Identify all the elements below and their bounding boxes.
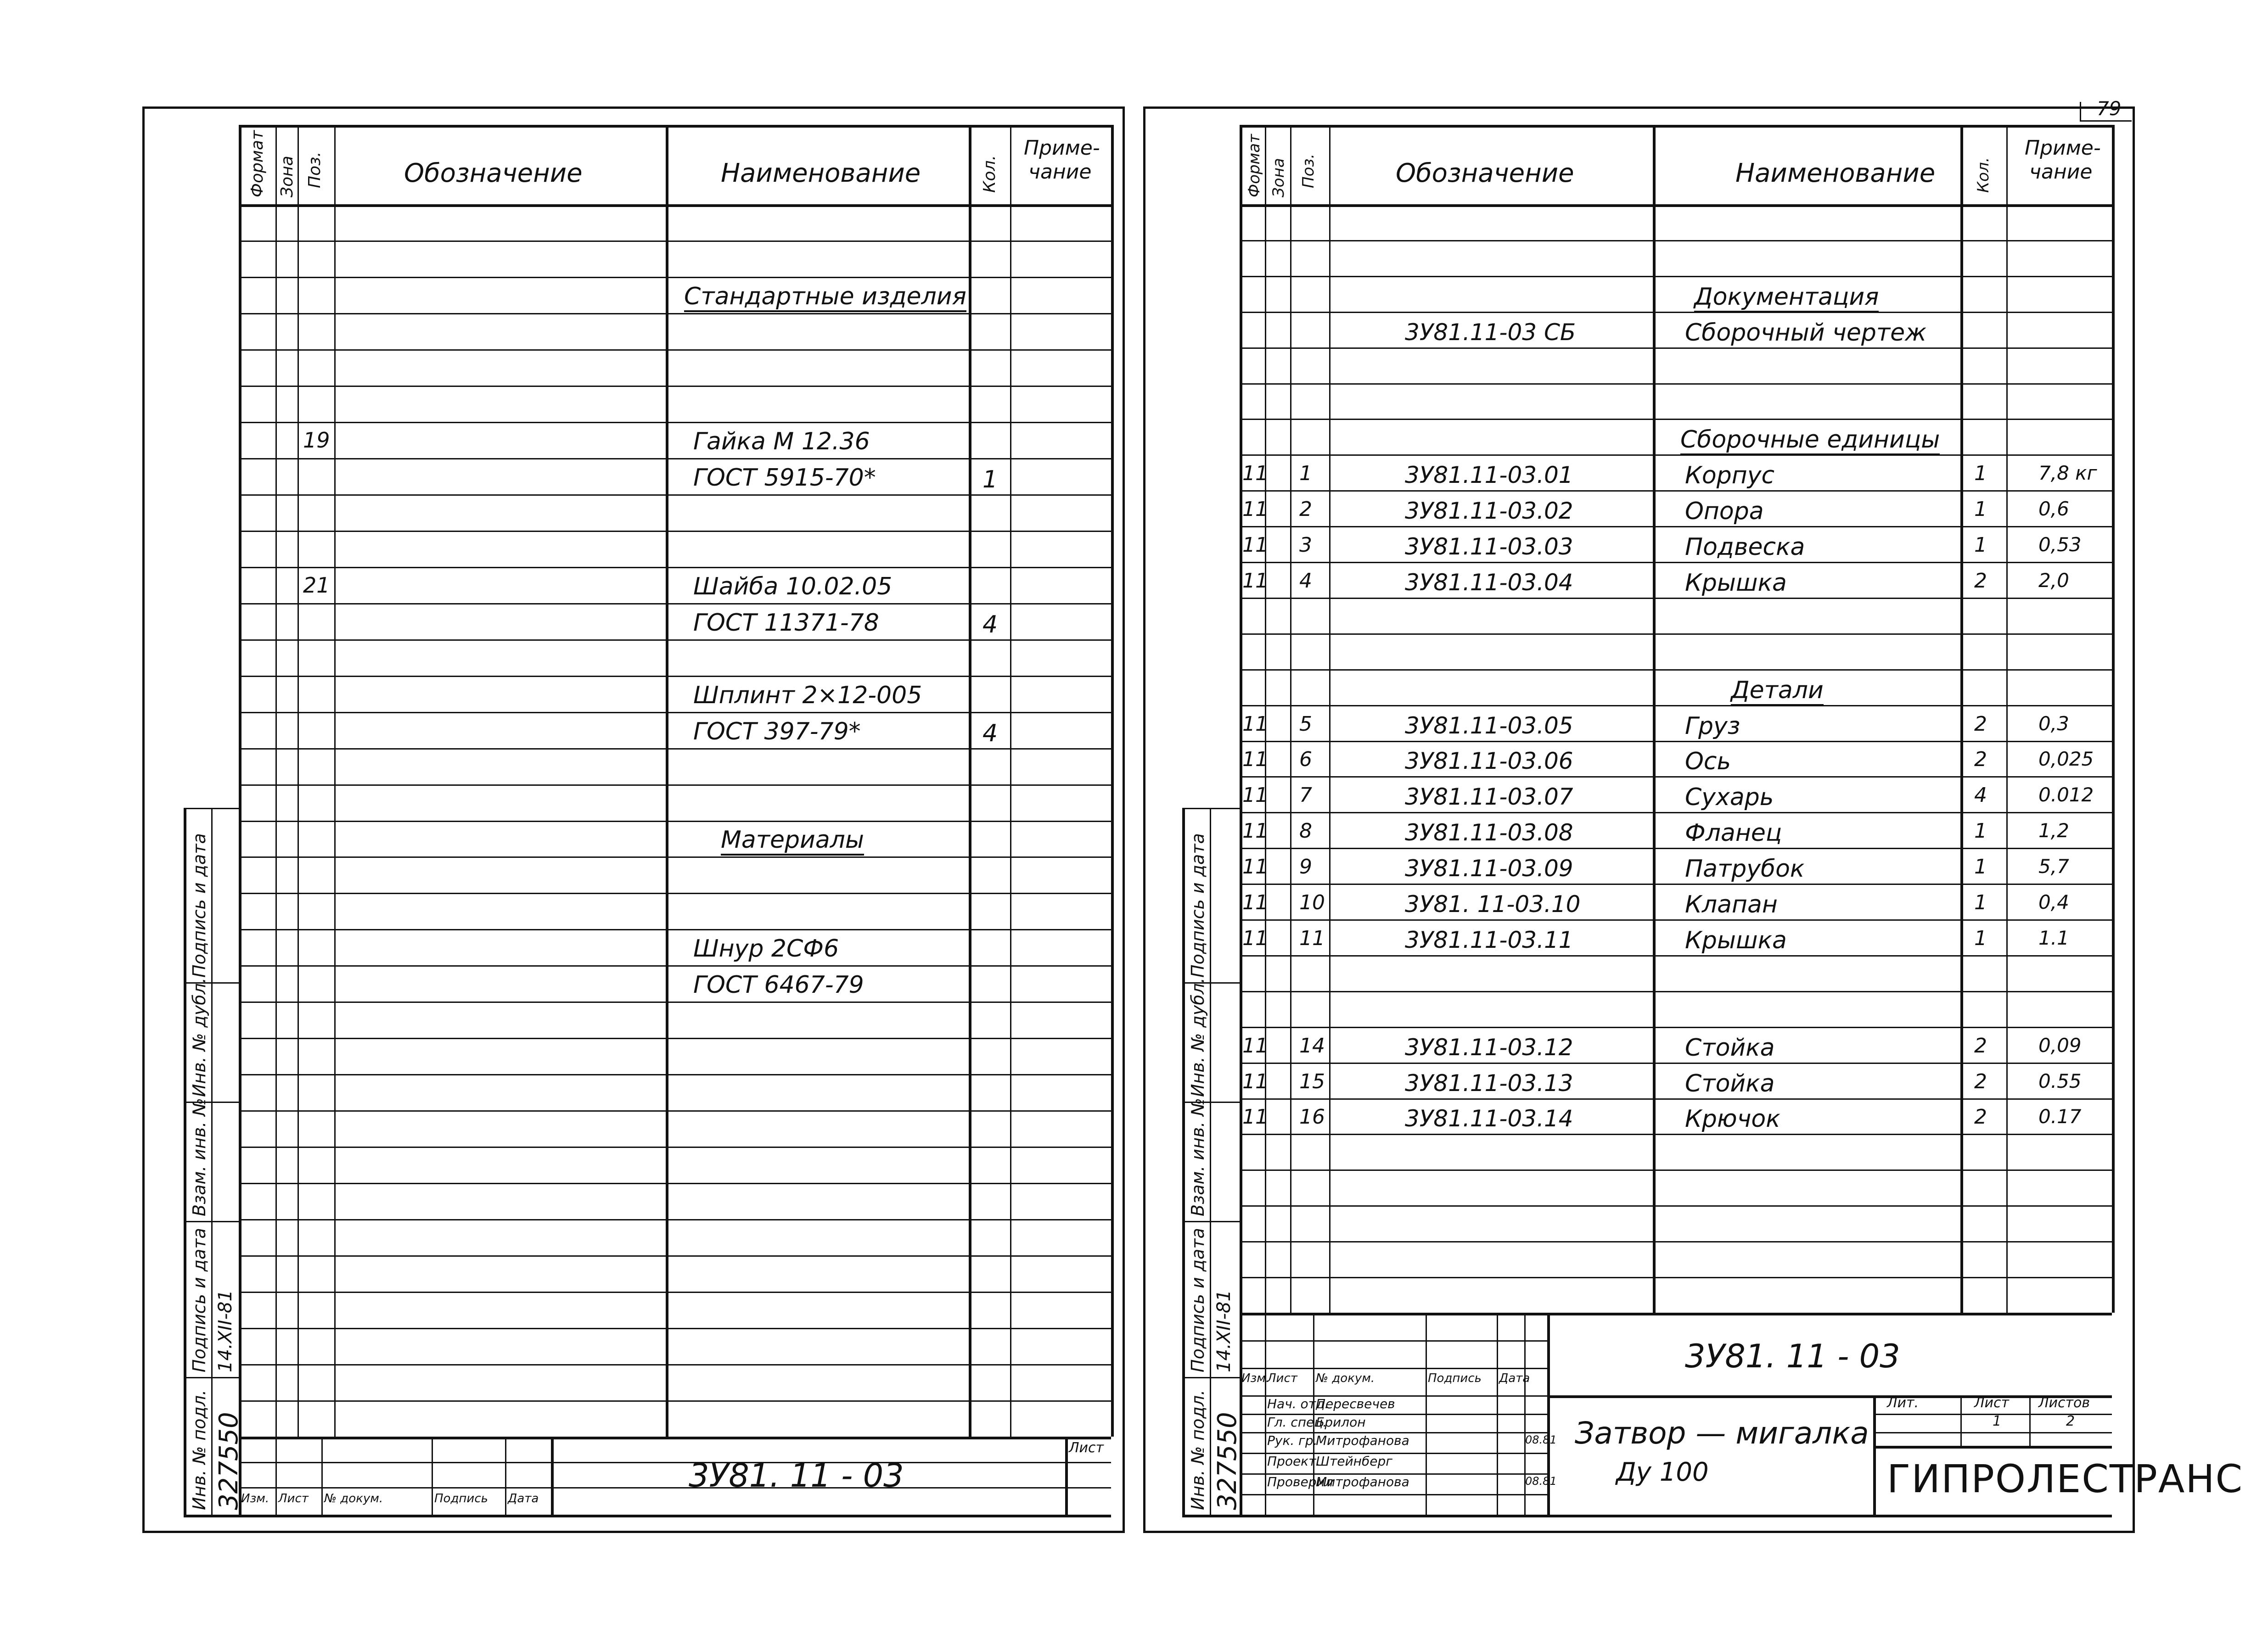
right-row-line [1240,884,2112,885]
right-stamp-person: Штейнберг [1316,1454,1392,1469]
right-row-line [1240,490,2112,492]
right-stamp-row [1240,1368,1547,1369]
left-qty: 4 [982,720,998,747]
left-hdr-zone: Зона [278,156,297,197]
right-designation: 3У81.11-03.14 [1405,1105,1573,1132]
right-note: 1,2 [2038,819,2069,842]
left-row-line [239,531,1111,532]
right-row-line [1240,1241,2112,1242]
left-strip-line [211,808,213,1515]
right-format: 11 [1242,498,1268,521]
right-qty: 1 [1974,927,1987,950]
right-stamp-role: Проверил [1267,1474,1333,1489]
left-strip-vzam: Взам. инв. № [189,1097,209,1216]
left-stamp-line [239,1462,1111,1463]
right-note: 1.1 [2038,927,2069,949]
left-stamp-col-label: Изм. [241,1492,269,1505]
right-stamp-list: Лист [1974,1395,2010,1411]
left-strip-sign-date: Подпись и дата [189,1228,209,1372]
right-strip-sep [1182,1377,1240,1378]
left-table-bottom [239,1437,1111,1439]
right-row-line [1240,955,2112,957]
right-stamp-col [1497,1313,1498,1515]
right-stamp-row [1240,1494,1547,1495]
right-stamp-role: Рук. гр. [1267,1433,1318,1448]
right-qty: 4 [1974,783,1987,807]
right-row-line [1240,347,2112,349]
right-qty: 1 [1974,819,1987,843]
left-row-line [239,1400,1111,1402]
right-row-line [1240,1277,2112,1278]
right-stamp-org: ГИПРОЛЕСТРАНС [1887,1456,2244,1501]
left-name: ГОСТ 6467-79 [693,971,864,999]
left-stamp-col-label: Лист [278,1492,309,1505]
right-format: 11 [1242,748,1268,771]
right-stamp-top [1240,1313,2112,1315]
right-note: 0,4 [2038,891,2069,913]
right-format: 11 [1242,819,1268,843]
right-row-line [1240,669,2112,671]
right-note: 0,025 [2038,748,2094,770]
left-row-line [239,893,1111,894]
right-row-line [1240,1098,2112,1100]
left-stamp-line [1065,1487,1111,1489]
right-qty: 1 [1974,891,1987,914]
left-row-line [239,821,1111,822]
left-row-line [239,676,1111,677]
left-row-line [239,1292,1111,1293]
right-stamp-person: Брилон [1316,1415,1366,1430]
right-note: 0.17 [2038,1105,2082,1128]
left-hdr-format: Формат [248,130,267,197]
right-qty: 2 [1974,1105,1987,1129]
right-name: Стойка [1685,1034,1775,1062]
right-qty: 2 [1974,748,1987,771]
right-format: 11 [1242,927,1268,950]
left-row-line [239,784,1111,786]
right-stamp-role: Нач. отд. [1267,1396,1329,1411]
right-row-line [1240,1170,2112,1171]
right-format: 11 [1242,1034,1268,1058]
left-row-line [239,965,1111,967]
left-row-line [239,639,1111,641]
right-row-line [1240,991,2112,992]
left-row-line [239,1147,1111,1148]
left-name: Шнур 2СФ6 [693,935,839,962]
right-pos: 1 [1299,462,1312,485]
left-strip-sep [184,1377,239,1378]
right-stamp-subtitle: Ду 100 [1616,1457,1709,1487]
right-col-line [2112,125,2115,1313]
right-pos: 16 [1299,1105,1325,1129]
left-row-line [239,386,1111,387]
right-pos: 2 [1299,498,1312,521]
right-hdr-name: Наименование [1735,158,1936,188]
right-pos: 15 [1299,1070,1325,1093]
left-stamp-line [239,1487,1111,1489]
right-stamp-code: 3У81. 11 - 03 [1685,1337,1900,1375]
right-pos: 5 [1299,712,1312,736]
left-row-line [239,1074,1111,1075]
left-row-line [239,277,1111,278]
right-strip-line [1182,808,1185,1515]
right-strip-date: 14.XII-81 [1213,1290,1235,1372]
right-stamp-listov: Листов [2038,1395,2090,1411]
right-format: 11 [1242,569,1268,593]
right-stamp-list-val: 1 [1993,1413,2002,1429]
left-col-line [298,125,299,1437]
left-strip-sign-date2: Подпись и дата [189,833,209,978]
left-stamp-col [1065,1437,1068,1515]
right-designation: 3У81.11-03.09 [1405,855,1573,882]
left-row-line [239,1110,1111,1112]
left-pos: 21 [303,573,330,598]
right-row-line [1240,419,2112,420]
right-stamp-lit: Лит. [1887,1395,1919,1411]
right-hdr-note2: чание [2029,160,2093,184]
right-strip-inv-podl: Инв. № подл. [1188,1389,1208,1510]
left-row-line [239,349,1111,351]
right-note: 5,7 [2038,855,2069,878]
left-pos: 19 [303,428,330,453]
right-note: 0,09 [2038,1034,2082,1057]
right-row-line [1240,741,2112,742]
right-qty: 2 [1974,1070,1987,1093]
left-section-title: Материалы [721,828,864,856]
right-designation: 3У81. 11-03.10 [1405,891,1581,918]
right-pos: 6 [1299,748,1312,771]
right-designation: 3У81.11-03.11 [1405,927,1573,953]
right-designation: 3У81.11-03 СБ [1405,319,1576,346]
right-stamp-col [1426,1313,1427,1515]
left-strip-date: 14.XII-81 [215,1290,236,1372]
right-pos: 11 [1299,927,1325,950]
right-stamp-person: Митрофанова [1316,1433,1409,1448]
left-row-line [239,567,1111,568]
right-designation: 3У81.11-03.01 [1405,462,1573,488]
right-stamp-col-label: Дата [1499,1371,1530,1385]
right-qty: 2 [1974,712,1987,736]
left-stamp-col-label: № докум. [324,1492,383,1505]
left-header-top [239,125,1111,128]
right-note: 7,8 кг [2038,462,2097,484]
right-pos: 14 [1299,1034,1325,1058]
right-hdr-qty: Кол. [1974,157,1993,193]
left-hdr-qty: Кол. [980,155,999,193]
left-row-line [239,929,1111,930]
right-pos: 9 [1299,855,1312,879]
right-row-line [1240,562,2112,563]
left-col-line [666,125,668,1437]
right-pos: 4 [1299,569,1312,593]
right-name: Сухарь [1685,783,1774,811]
left-row-line [239,1038,1111,1039]
right-stamp-col [1265,1313,1266,1515]
right-format: 11 [1242,891,1268,914]
right-row-line [1240,1063,2112,1064]
left-hdr-note2: чание [1028,160,1092,184]
left-row-line [239,748,1111,750]
page-number-box [2080,97,2132,122]
right-strip-inv-number: 327550 [1213,1412,1242,1510]
right-format: 11 [1242,1105,1268,1129]
left-name: ГОСТ 397-79* [693,718,861,745]
right-hdr-format: Формат [1245,134,1263,197]
right-designation: 3У81.11-03.06 [1405,748,1573,774]
left-row-line [239,1255,1111,1257]
right-name: Крышка [1685,927,1787,954]
right-strip-sep [1182,808,1240,809]
right-stamp-row [1240,1340,1547,1342]
right-hdr-note1: Приме- [2025,136,2101,160]
right-stamp-col [1873,1395,1876,1515]
left-col-line [275,125,277,1437]
right-row-line [1240,526,2112,527]
left-strip-sep [184,808,239,809]
right-strip-sign-date2: Подпись и дата [1188,833,1208,978]
left-stamp-bottom [239,1515,1111,1517]
left-row-line [239,1183,1111,1184]
right-qty: 1 [1974,855,1987,879]
right-row-line [1240,812,2112,813]
left-row-line [239,712,1111,713]
right-stamp-line [1547,1395,2112,1398]
left-strip-line [184,808,186,1515]
right-stamp-line [1873,1446,2112,1449]
left-hdr-name: Наименование [721,158,921,188]
left-frame-line [239,125,241,1515]
right-row-line [1240,705,2112,706]
right-row-line [1240,1027,2112,1028]
right-stamp-col-label: Изм. [1241,1371,1270,1385]
left-stamp-col [275,1437,277,1515]
right-stamp-listov-val: 2 [2066,1413,2075,1429]
right-stamp-person: Митрофанова [1316,1474,1409,1489]
left-col-line [969,125,971,1437]
left-col-line [334,125,336,1437]
right-strip-sep [1182,1221,1240,1222]
left-strip-inv-dubl: Инв. № дубл. [189,978,209,1097]
right-designation: 3У81.11-03.13 [1405,1070,1573,1097]
right-format: 11 [1242,712,1268,736]
right-stamp-col-label: № докум. [1316,1371,1375,1385]
left-strip-inv-number: 327550 [214,1412,244,1510]
right-note: 0,6 [2038,498,2069,520]
left-strip-inv-podl: Инв. № подл. [189,1389,209,1510]
left-qty: 1 [982,466,998,493]
right-name: Ось [1685,748,1731,775]
right-row-line [1240,848,2112,849]
right-strip-sign-date: Подпись и дата [1188,1228,1208,1372]
right-name: Сборочный чертеж [1685,319,1926,347]
right-section-title: Документация [1694,285,1879,313]
right-row-line [1240,1134,2112,1135]
right-section-title: Детали [1731,678,1824,706]
left-row-line [239,1219,1111,1220]
right-row-line [1240,598,2112,599]
right-hdr-zone: Зона [1269,158,1288,197]
left-name: ГОСТ 11371-78 [693,609,879,637]
right-name: Опора [1685,498,1764,525]
left-hdr-note1: Приме- [1024,136,1100,160]
right-row-line [1240,276,2112,277]
right-row-line [1240,633,2112,635]
left-name: Шайба 10.02.05 [693,573,893,600]
right-format: 11 [1242,783,1268,807]
right-stamp-date: 08.81 [1525,1475,1557,1488]
right-name: Крючок [1685,1105,1780,1133]
left-row-line [239,494,1111,496]
right-stamp-person: Пересвечев [1316,1396,1395,1411]
left-stamp-sheet-label: Лист [1069,1440,1104,1456]
left-stamp-col [505,1437,506,1515]
right-name: Фланец [1685,819,1782,847]
right-name: Стойка [1685,1070,1775,1097]
right-format: 11 [1242,462,1268,485]
right-designation: 3У81.11-03.12 [1405,1034,1573,1061]
left-row-line [239,1328,1111,1329]
left-stamp-code: 3У81. 11 - 03 [689,1457,904,1494]
left-name: Шплинт 2×12-005 [693,682,922,709]
right-hdr-designation: Обозначение [1396,158,1574,188]
left-row-line [239,241,1111,242]
left-hdr-pos: Поз. [305,151,324,188]
left-stamp-col [551,1437,554,1515]
right-note: 0.012 [2038,783,2094,806]
left-row-line [239,856,1111,858]
right-name: Крышка [1685,569,1787,597]
right-stamp-role: Гл. спец. [1267,1415,1327,1430]
right-name: Подвеска [1685,533,1805,561]
left-name: Гайка М 12.36 [693,428,870,455]
right-format: 11 [1242,533,1268,557]
right-stamp-bottom [1240,1515,2112,1517]
left-row-line [239,313,1111,314]
left-stamp-col-label: Дата [508,1492,539,1505]
right-qty: 1 [1974,533,1987,557]
right-row-line [1240,240,2112,241]
right-designation: 3У81.11-03.05 [1405,712,1573,739]
right-name: Груз [1685,712,1740,740]
right-stamp-date: 08.81 [1525,1433,1557,1446]
right-note: 0.55 [2038,1070,2082,1092]
right-qty: 2 [1974,1034,1987,1058]
right-designation: 3У81.11-03.07 [1405,783,1573,810]
left-qty: 4 [982,611,998,638]
right-section-title: Сборочные единицы [1680,428,1940,455]
right-row-line [1240,454,2112,456]
right-pos: 8 [1299,819,1312,843]
right-stamp-role: Проект. [1267,1454,1320,1469]
right-qty: 1 [1974,462,1987,485]
left-row-line [239,422,1111,423]
left-col-line [1111,125,1114,1437]
left-header-bottom [239,204,1111,207]
right-note: 0,3 [2038,712,2069,735]
left-sheet [142,106,1125,1533]
right-pos: 10 [1299,891,1325,914]
right-strip-sep [1182,1515,1240,1517]
right-stamp-col [2029,1395,2031,1446]
right-stamp-col [1960,1395,1962,1446]
right-note: 0,53 [2038,533,2082,556]
left-strip-sep [184,1221,239,1222]
right-row-line [1240,919,2112,921]
right-row-line [1240,312,2112,313]
left-col-line [1010,125,1011,1437]
right-row-line [1240,776,2112,778]
left-row-line [239,1364,1111,1365]
right-strip-inv-dubl: Инв. № дубл. [1188,978,1208,1097]
right-pos: 7 [1299,783,1312,807]
right-name: Клапан [1685,891,1778,918]
left-stamp-col [432,1437,433,1515]
right-row-line [1240,1205,2112,1207]
right-row-line [1240,383,2112,385]
right-format: 11 [1242,1070,1268,1093]
right-pos: 3 [1299,533,1312,557]
right-stamp-title: Затвор — мигалка [1575,1416,1869,1451]
right-qty: 2 [1974,569,1987,593]
right-name: Патрубок [1685,855,1805,883]
left-strip-sep [184,1515,239,1517]
right-stamp-line [1873,1432,2112,1433]
left-row-line [239,603,1111,604]
left-section-title: Стандартные изделия [684,285,966,312]
left-stamp-col [321,1437,323,1515]
right-designation: 3У81.11-03.08 [1405,819,1573,846]
left-row-line [239,458,1111,459]
right-designation: 3У81.11-03.02 [1405,498,1573,524]
left-name: ГОСТ 5915-70* [693,464,876,492]
right-header-top [1240,125,2112,128]
right-designation: 3У81.11-03.03 [1405,533,1573,560]
right-name: Корпус [1685,462,1775,489]
left-row-line [239,1002,1111,1003]
right-qty: 1 [1974,498,1987,521]
right-note: 2,0 [2038,569,2069,592]
right-stamp-col-label: Лист [1267,1371,1297,1385]
page-number: 79 [2097,97,2122,120]
left-stamp-col-label: Подпись [434,1492,488,1505]
right-format: 11 [1242,855,1268,879]
right-designation: 3У81.11-03.04 [1405,569,1573,596]
left-hdr-designation: Обозначение [404,158,583,188]
right-stamp-col-label: Подпись [1428,1371,1482,1385]
right-strip-vzam: Взам. инв. № [1188,1097,1208,1216]
right-strip-line [1210,808,1211,1515]
right-hdr-pos: Поз. [1299,153,1318,188]
right-header-bottom [1240,204,2112,207]
